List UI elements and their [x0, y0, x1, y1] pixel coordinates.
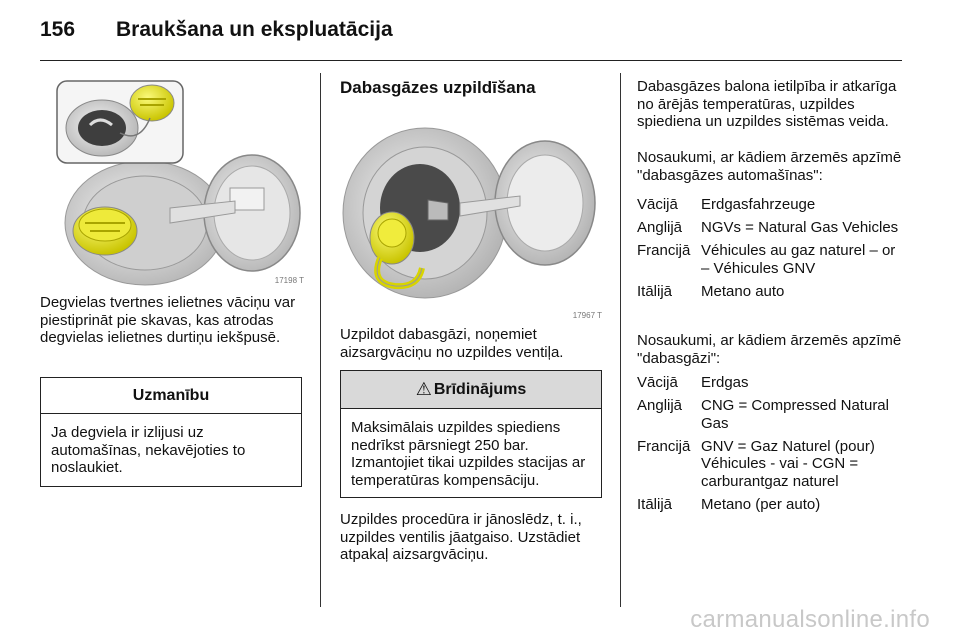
- table-row: [637, 397, 907, 432]
- figure-code: 17198 T: [274, 276, 304, 285]
- page-number: 156: [40, 18, 76, 41]
- page-title: Braukšana un ekspluatācija: [116, 18, 393, 41]
- term-value: Metano auto: [701, 282, 785, 300]
- gas-names-table: [637, 374, 907, 519]
- country-label: Anglijā: [637, 397, 683, 414]
- country-label: Francijā: [637, 437, 691, 455]
- header-rule: [40, 60, 902, 61]
- warning-box: [340, 370, 602, 498]
- term-value: CNG = Compressed Natural Gas: [701, 397, 889, 432]
- page-header: [40, 18, 393, 48]
- column-divider: [620, 73, 621, 607]
- table-row: [637, 438, 907, 491]
- watermark: carmanualsonline.info: [690, 606, 930, 633]
- procedure-paragraph: Uzpildes procedūra ir jānoslēdz, t. i., uzpildes ventilis jāatgaiso. Uzstādiet atpakaļ aizsargvāciņu.: [340, 511, 582, 563]
- country-label: Francijā: [637, 242, 691, 259]
- term-value: Véhicules au gaz naturel – or – Véhicules GNV: [701, 242, 896, 277]
- caution-box: [40, 377, 302, 487]
- term-value: Erdgas: [701, 374, 749, 391]
- column-divider: [320, 73, 321, 607]
- warning-triangle-icon: ⚠: [415, 379, 432, 399]
- fuel-cap-illustration: [40, 73, 308, 287]
- gas-valve-illustration: [340, 108, 606, 322]
- section-heading: Dabasgāzes uzpildīšana: [340, 78, 536, 97]
- vehicle-names-intro: Nosaukumi, ar kādiem ārzemēs apzīmē "dabasgāzes automašīnas":: [637, 149, 902, 184]
- country-label: Itālijā: [637, 495, 673, 513]
- term-value: GNV = Gaz Naturel (pour) Véhicules - vai - CGN = carburantgaz naturel: [701, 437, 875, 490]
- country-label: Itālijā: [637, 282, 673, 300]
- vehicle-names-table: [637, 196, 907, 306]
- caution-text: Ja degviela ir izlijusi uz automašīnas, nekavējoties to noslaukiet.: [51, 424, 246, 476]
- fuel-cap-paragraph: Degvielas tvertnes ielietnes vāciņu var piestiprināt pie skavas, kas atrodas degvielas ielietnes durtiņu iekšpusē.: [40, 294, 296, 346]
- term-value: NGVs = Natural Gas Vehicles: [701, 219, 899, 236]
- warning-text: Maksimālais uzpildes spiediens nedrīkst pārsniegt 250 bar. Izmantojiet tikai uzpildes stacijas ar temperatūras kompensāciju.: [351, 419, 586, 489]
- term-value: Metano (per auto): [701, 495, 821, 513]
- country-label: Vācijā: [637, 374, 678, 391]
- country-label: Vācijā: [637, 196, 678, 213]
- gas-names-intro: Nosaukumi, ar kādiem ārzemēs apzīmē "dabasgāzi":: [637, 332, 902, 367]
- figure-code: 17967 T: [572, 311, 602, 320]
- table-row: [637, 496, 907, 514]
- table-row: [637, 219, 907, 237]
- table-row: [637, 283, 907, 301]
- caution-title: Uzmanību: [41, 378, 301, 414]
- country-label: Anglijā: [637, 219, 683, 236]
- table-row: [637, 374, 907, 392]
- table-row: [637, 196, 907, 214]
- warning-header: [341, 371, 601, 409]
- term-value: Erdgasfahrzeuge: [701, 196, 816, 213]
- refuel-paragraph: Uzpildot dabasgāzi, noņemiet aizsargvāciņu no uzpildes ventiļa.: [340, 326, 564, 361]
- warning-title: Brīdinājums: [433, 380, 527, 398]
- table-row: [637, 242, 907, 277]
- capacity-paragraph: Dabasgāzes balona ietilpība ir atkarīga no ārējās temperatūras, uzpildes spiediena un uzpildes sistēmas veida.: [637, 78, 897, 130]
